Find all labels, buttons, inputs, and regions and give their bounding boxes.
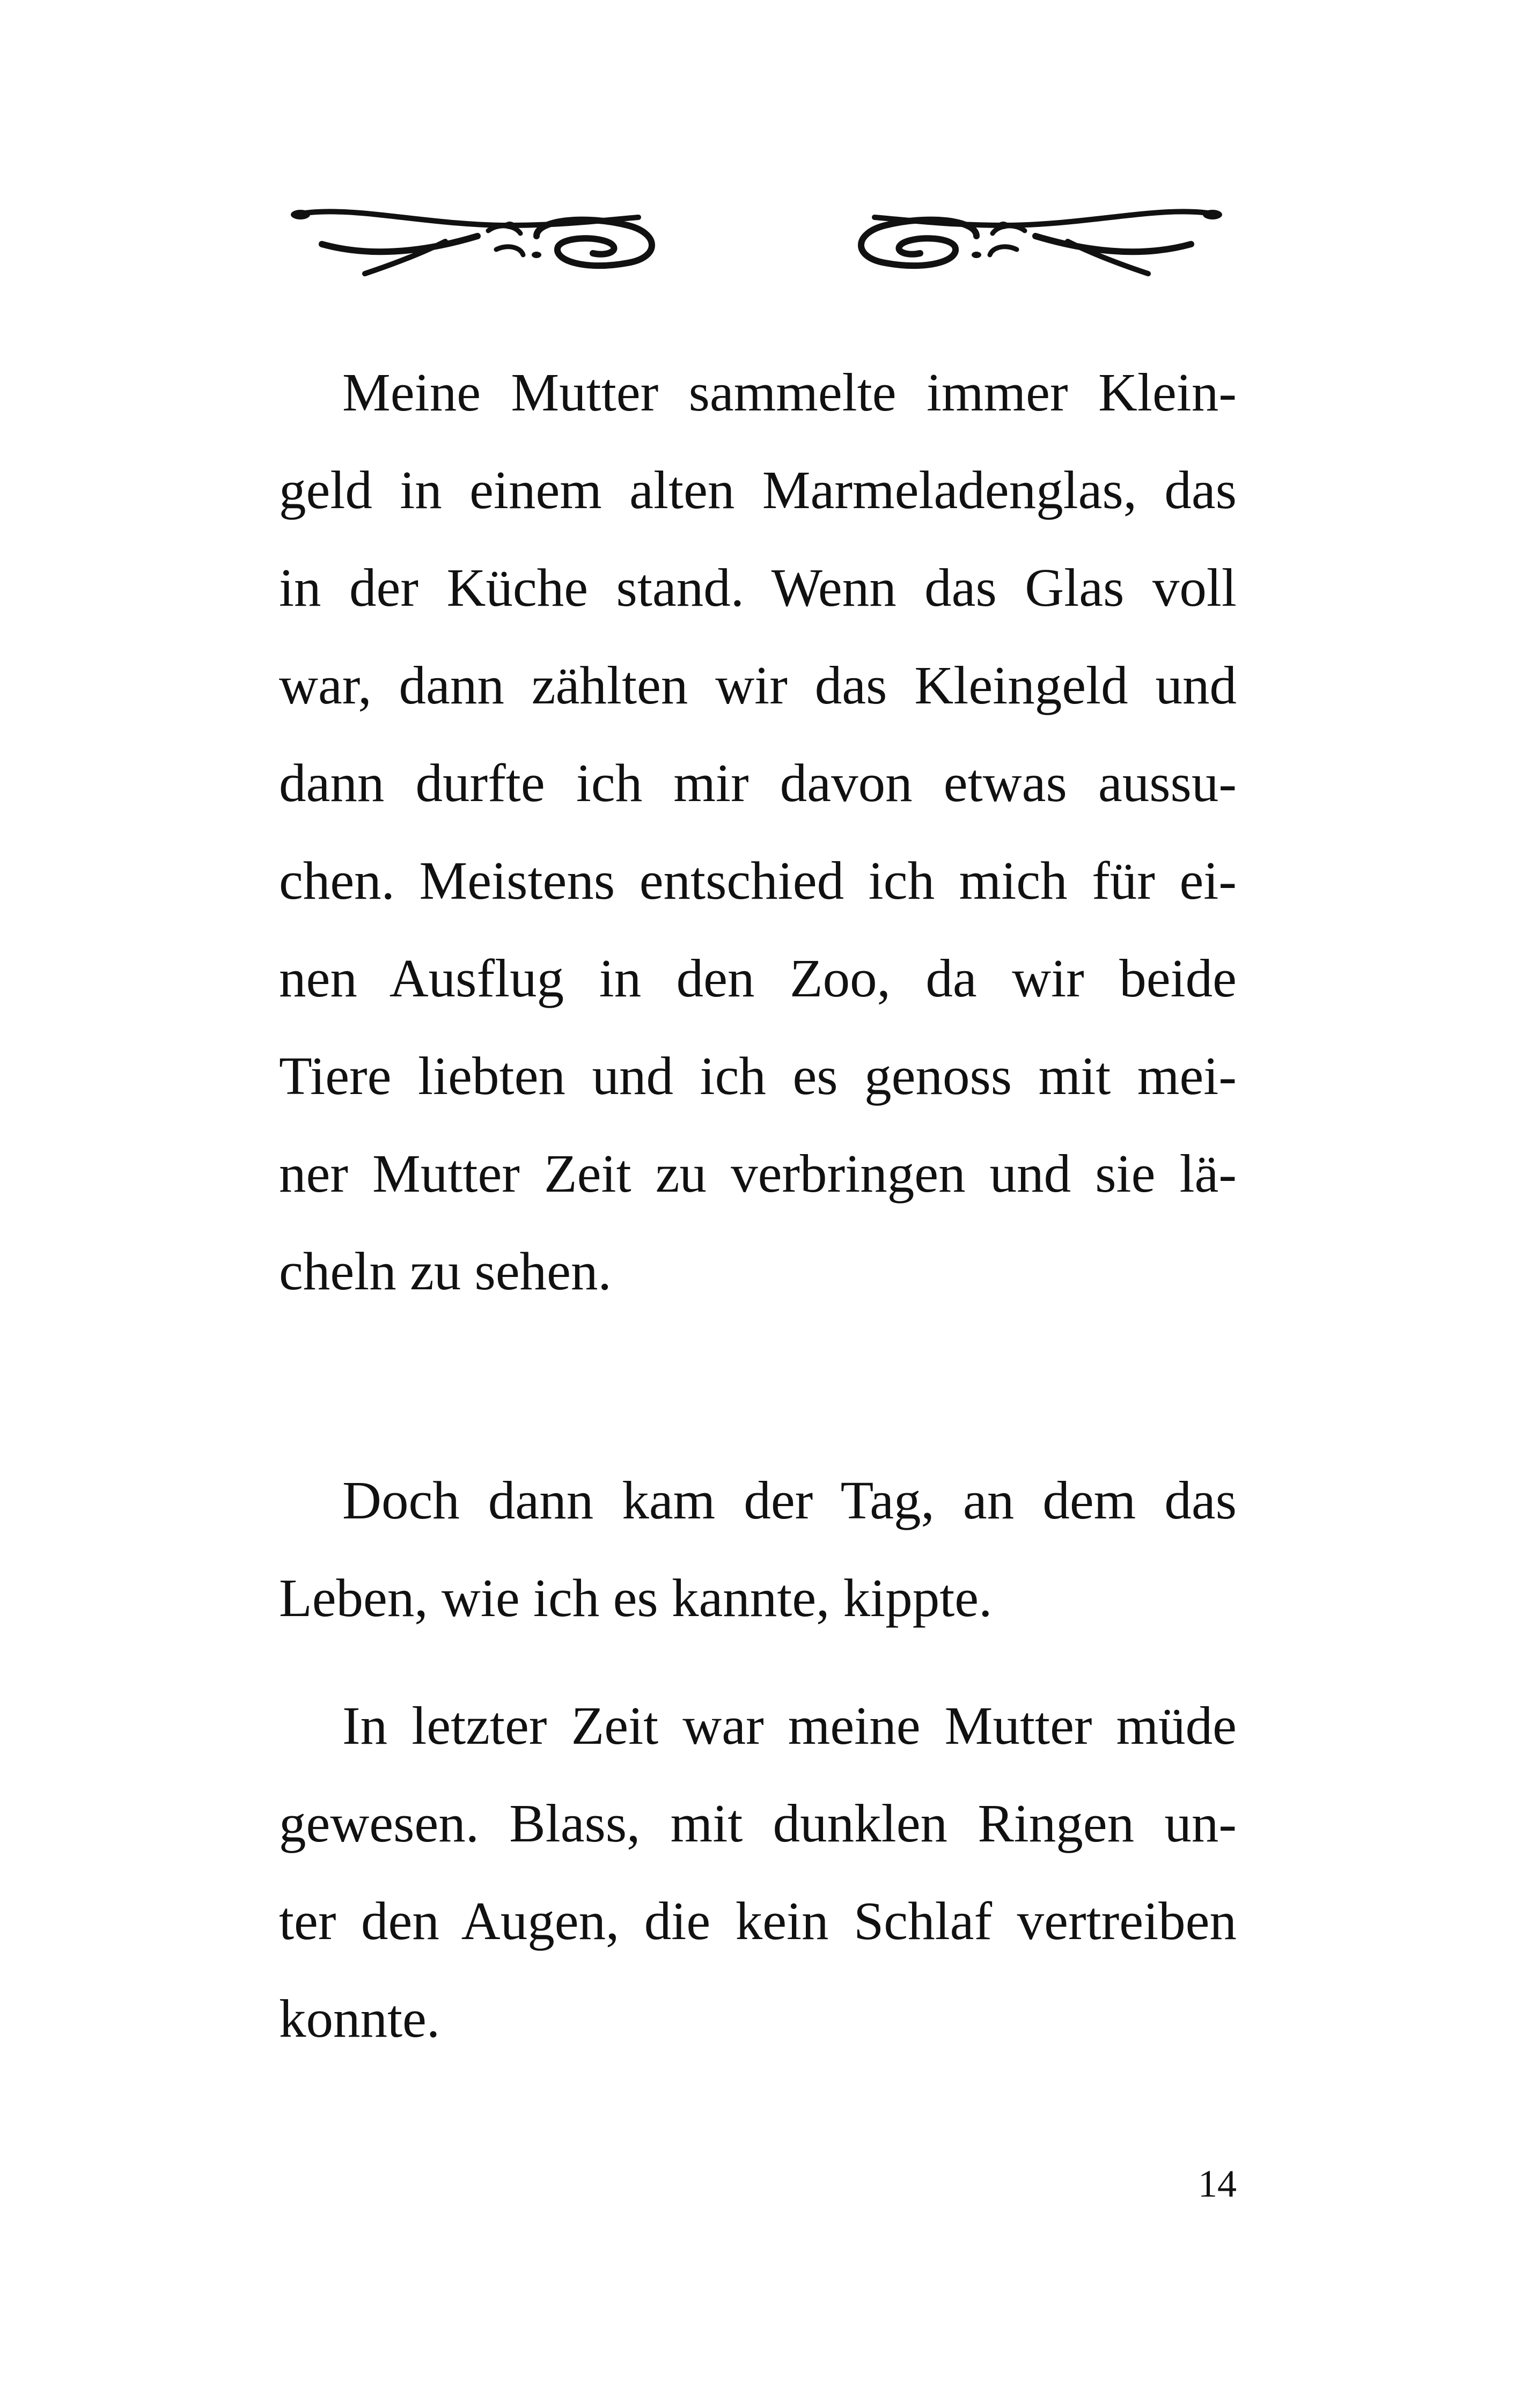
paragraph-line: cheln zu sehen. xyxy=(279,1241,612,1301)
page-number: 14 xyxy=(1198,2162,1237,2205)
paragraph-line: chen. Meistens entschied ich mich für ei- xyxy=(279,850,1237,911)
paragraph-line: Tiere liebten und ich es genoss mit mei- xyxy=(279,1046,1237,1106)
paragraph-2 xyxy=(279,1451,1237,1647)
paragraph-line: Meine Mutter sammelte immer Klein- xyxy=(342,362,1237,422)
paragraph-line: Doch dann kam der Tag, an dem das xyxy=(342,1470,1237,1530)
paragraph-line: Leben, wie ich es kannte, kippte. xyxy=(279,1568,993,1628)
paragraph-1 xyxy=(279,343,1237,1320)
paragraph-line: ner Mutter Zeit zu verbringen und sie lä- xyxy=(279,1143,1237,1203)
paragraph-line: nen Ausflug in den Zoo, da wir beide xyxy=(279,948,1237,1008)
paragraph-line: dann durfte ich mir davon etwas aussu- xyxy=(279,753,1237,813)
paragraph-line: war, dann zählten wir das Kleingeld und xyxy=(279,655,1237,715)
paragraph-line: konnte. xyxy=(279,1988,440,2049)
paragraph-line: geld in einem alten Marmeladenglas, das xyxy=(279,460,1237,520)
paragraph-line: In letzter Zeit war meine Mutter müde xyxy=(342,1695,1237,1756)
flourish-divider-icon xyxy=(284,193,1229,290)
paragraph-line: gewesen. Blass, mit dunklen Ringen un- xyxy=(279,1793,1237,1853)
paragraph-line: ter den Augen, die kein Schlaf vertreiben xyxy=(279,1891,1237,1951)
paragraph-line: in der Küche stand. Wenn das Glas voll xyxy=(279,557,1237,618)
paragraph-3 xyxy=(279,1677,1237,2067)
